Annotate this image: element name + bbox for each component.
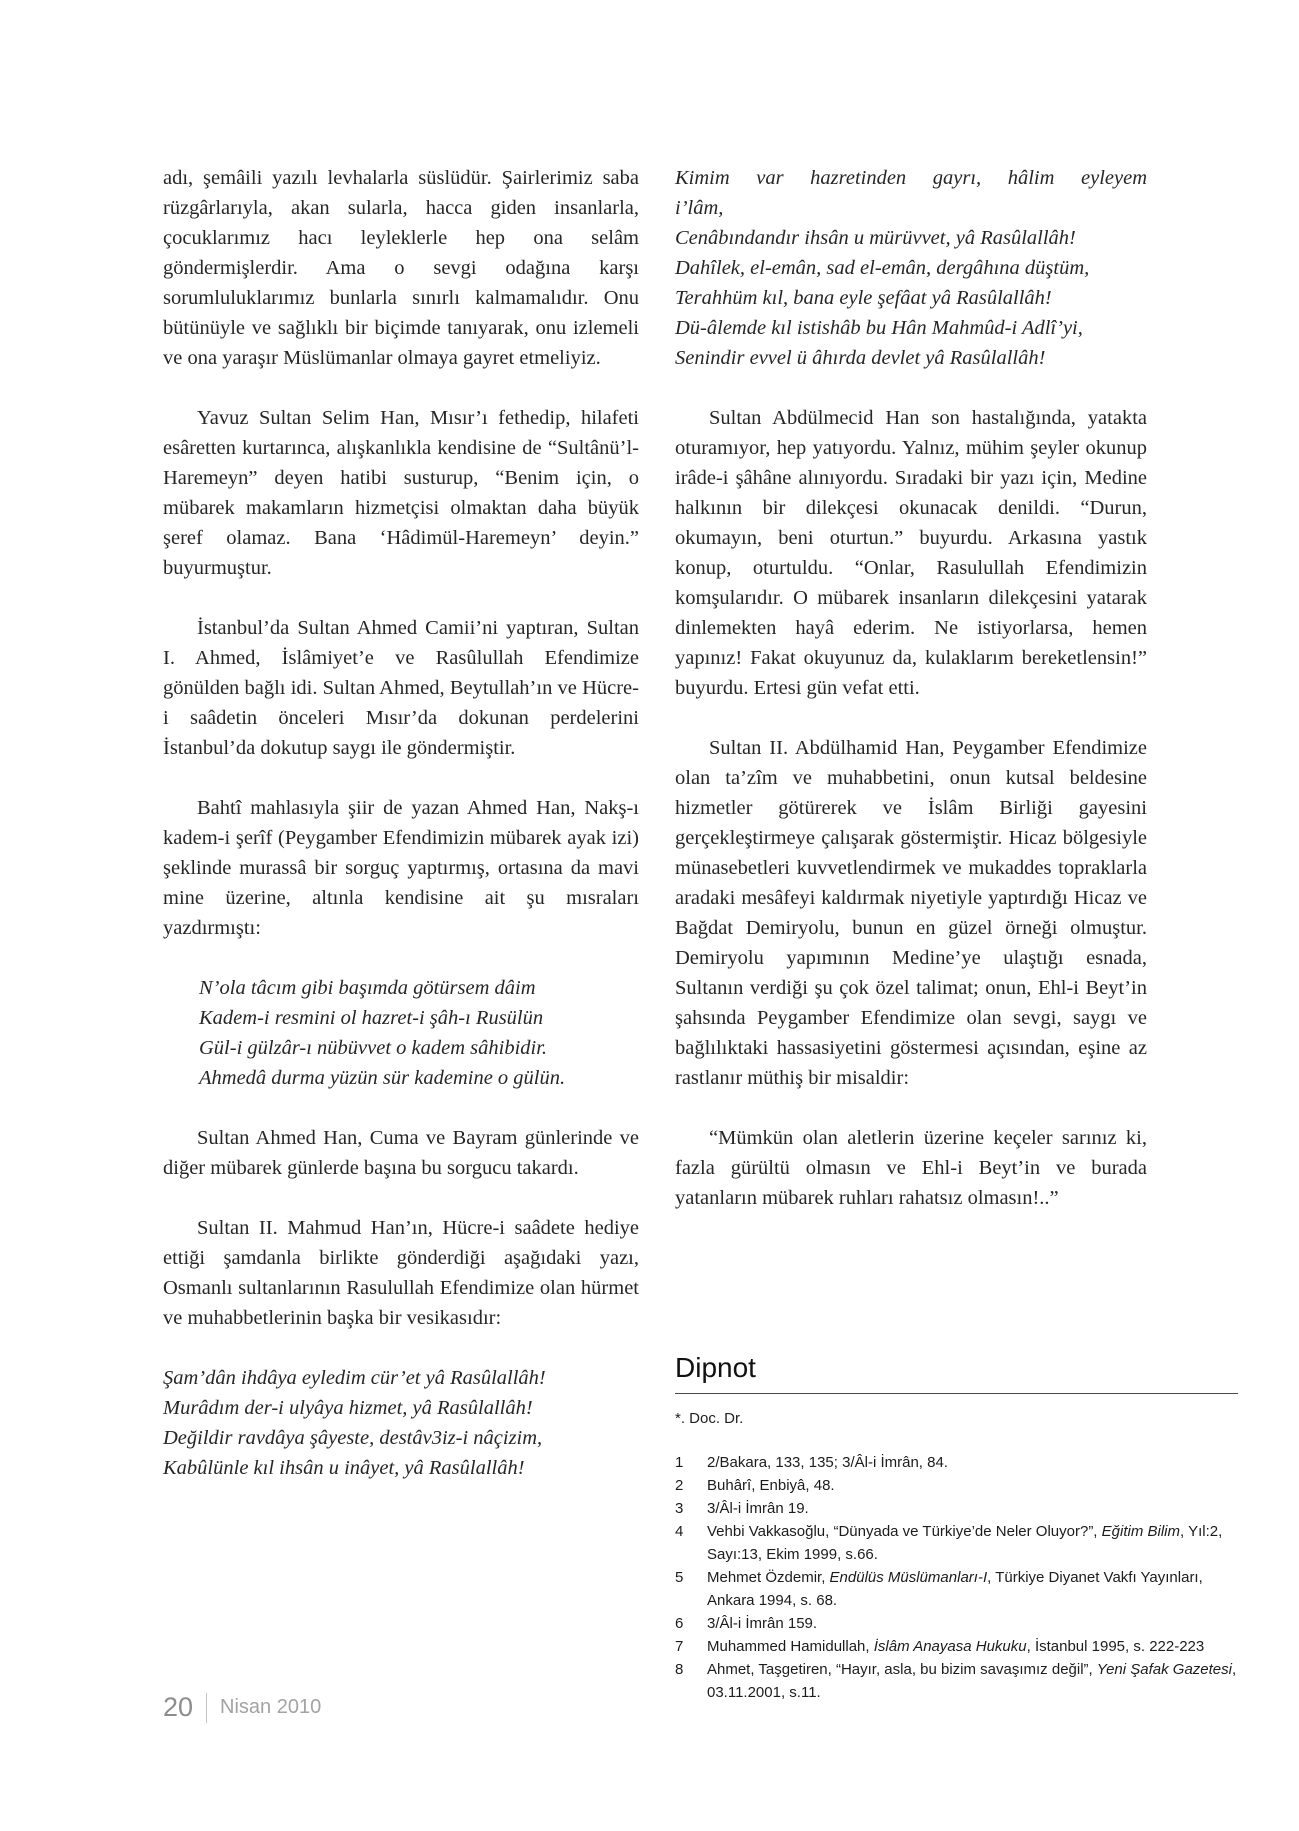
footnote-list [675,1451,1238,1704]
verse-line: Kabûlünle kıl ihsân u inâyet, yâ Rasûlallâh! [163,1457,525,1479]
page-number: 20 [163,1692,194,1722]
footnote-item [675,1566,1238,1612]
footnote-text: 2/Bakara, 133, 135; 3/Âl-i İmrân, 84. [707,1454,948,1471]
verse-line: Senindir evvel ü âhırda devlet yâ Rasûlallâh! [675,347,1046,369]
right-text-column [675,163,1147,1243]
footnote-item [675,1658,1238,1704]
verse [163,1363,639,1483]
footnote-item [675,1474,1238,1497]
footnote-item [675,1520,1238,1566]
footnote-text: 3/Âl-i İmrân 19. [707,1500,809,1517]
verse-line: i’lâm, [675,197,724,219]
verse-line: Dü-âlemde kıl istishâb bu Hân Mahmûd-i Adlî’yi, [675,317,1083,339]
verse-line: Murâdım der-i ulyâya hizmet, yâ Rasûlallâh! [163,1397,533,1419]
footnote-text: 3/Âl-i İmrân 159. [707,1615,818,1632]
footnote-number: 2 [675,1477,684,1494]
verse [163,973,639,1093]
verse-line: Kadem-i resmini ol hazret-i şâh-ı Rusülün [199,1007,544,1029]
verse-line: Değildir ravdâya şâyeste, destâv3iz-i nâçizim, [163,1427,543,1449]
footnote-text: Mehmet Özdemir, Endülüs Müslümanları-I, Türkiye Diyanet Vakfı Yayınları, Ankara 1994, s. 68. [707,1569,1203,1609]
footnote-item [675,1497,1238,1520]
footnote-text: Vehbi Vakkasoğlu, “Dünyada ve Türkiye’de Neler Oluyor?”, Eğitim Bilim, Yıl:2, Sayı:13, Ekim 1999, s.66. [707,1523,1223,1563]
footnote-text: Ahmet, Taşgetiren, “Hayır, asla, bu bizim savaşımız değil”, Yeni Şafak Gazetesi, 03.11.2001, s.11. [707,1661,1237,1701]
verse [675,163,1147,373]
verse-line: Şam’dân ihdâya eyledim cür’et yâ Rasûlallâh! [163,1367,546,1389]
paragraph: adı, şemâili yazılı levhalarla süslüdür. Şairlerimiz saba rüzgârlarıyla, akan sularla, hacca giden insanlarla, çocuklarımız hacı leyleklerle hep ona selâm göndermişlerdir. Ama o sevgi odağına karşı sorumluluklarımız bunlarla sınırlı kalmamalıdır. Onu bütünüyle ve sağlıklı bir biçimde tanıyarak, onu izlemeli ve ona yaraşır Müslümanlar olmaya gayret etmeliyiz. [163,167,639,369]
paragraph: Sultan Abdülmecid Han son hastalığında, yatakta oturamıyor, hep yatıyordu. Yalnız, mühim şeyler okunup irâde-i şâhâne alınıyordu. Sıradaki bir yazı için, Medine halkının bir dilekçesi okunacak denildi. “Durun, okumayın, beni oturtun.” buyurdu. Arkasına yastık konup, oturtuldu. “Onlar, Rasulullah Efendimizin komşularıdır. O mübarek insanların dilekçesini yatarak dinlemekten hayâ ederim. Ne istiyorlarsa, hemen yapınız! Fakat okuyunuz da, kulaklarım bereketlensin!” buyurdu. Ertesi gün vefat etti. [675,407,1147,699]
footnote-item [675,1612,1238,1635]
footnote-number: 5 [675,1569,684,1586]
footnote-text: Buhârî, Enbiyâ, 48. [707,1477,835,1494]
footnote-number: 3 [675,1500,684,1517]
footnote-number: 8 [675,1661,684,1678]
footnote-text: Muhammed Hamidullah, İslâm Anayasa Hukuku, İstanbul 1995, s. 222-223 [707,1638,1205,1655]
left-text-column [163,163,639,1513]
verse-line: Gül-i gülzâr-ı nübüvvet o kadem sâhibidir. [199,1037,548,1059]
footnotes-heading: Dipnot [675,1352,756,1383]
footnotes-divider [675,1393,1238,1394]
verse-line: Dahîlek, el-emân, sad el-emân, dergâhına düştüm, [675,257,1090,279]
paragraph: Bahtî mahlasıyla şiir de yazan Ahmed Han, Nakş-ı kadem-i şerîf (Peygamber Efendimizin mübarek ayak izi) şeklinde murassâ bir sorguç yaptırmış, ortasına da mavi mine üzerine, altınla kendisine ait şu mısraları yazdırmıştı: [163,797,639,939]
paragraph: Sultan II. Abdülhamid Han, Peygamber Efendimize olan ta’zîm ve muhabbetini, onun kutsal beldesine hizmetler götürerek ve İslâm Birliği gayesini gerçekleştirmeye çalışarak göstermiştir. Hicaz bölgesiyle münasebetleri kuvvetlendirmek ve mukaddes topraklarla aradaki mesâfeyi kaldırmak niyetiyle yaptırdığı Hicaz ve Bağdat Demiryolu, bunun en güzel örneği olmuştur. Demiryolu yapımının Medine’ye ulaştığı esnada, Sultanın verdiği şu çok özel talimat; onun, Ehl-i Beyt’in şahsında Peygamber Efendimize olan sevgi, saygı ve bağlılıktaki hassasiyetini göstermesi açısından, eşine az rastlanır müthiş bir misaldir: [675,737,1147,1089]
footnote-number: 6 [675,1615,684,1632]
footnote-number: 7 [675,1638,684,1655]
author-title-note: *. Doc. Dr. [675,1410,744,1427]
issue-date: Nisan 2010 [220,1696,322,1718]
verse-line: Kimim var hazretinden gayrı, hâlim eyleyem [675,167,1147,189]
footnote-item [675,1451,1238,1474]
footnote-number: 4 [675,1523,684,1540]
paragraph: “Mümkün olan aletlerin üzerine keçeler sarınız ki, fazla gürültü olmasın ve Ehl-i Beyt’in ve burada yatanların mübarek ruhları rahatsız olmasın!..” [675,1127,1147,1209]
footer-divider [206,1693,207,1723]
verse-line: N’ola tâcım gibi başımda götürsem dâim [199,977,536,999]
verse-line: Ahmedâ durma yüzün sür kademine o gülün. [199,1067,566,1089]
paragraph: Sultan Ahmed Han, Cuma ve Bayram günlerinde ve diğer mübarek günlerde başına bu sorgucu takardı. [163,1127,639,1179]
page-footer [163,1692,321,1723]
footnotes-section [675,1352,1238,1704]
verse-line: Terahhüm kıl, bana eyle şefâat yâ Rasûlallâh! [675,287,1052,309]
footnote-item [675,1635,1238,1658]
footnote-number: 1 [675,1454,684,1471]
verse-line: Cenâbındandır ihsân u mürüvvet, yâ Rasûlallâh! [675,227,1076,249]
paragraph: Sultan II. Mahmud Han’ın, Hücre-i saâdete hediye ettiği şamdanla birlikte gönderdiği aşağıdaki yazı, Osmanlı sultanlarının Rasulullah Efendimize olan hürmet ve muhabbetlerinin başka bir vesikasıdır: [163,1217,639,1329]
paragraph: Yavuz Sultan Selim Han, Mısır’ı fethedip, hilafeti esâretten kurtarınca, alışkanlıkla kendisine de “Sultânü’l-Haremeyn” deyen hatibi susturup, “Benim için, o mübarek makamların hizmetçisi olmaktan daha büyük şeref olamaz. Bana ‘Hâdimül-Haremeyn’ deyin.” buyurmuştur. [163,407,639,579]
paragraph: İstanbul’da Sultan Ahmed Camii’ni yaptıran, Sultan I. Ahmed, İslâmiyet’e ve Rasûlullah Efendimize gönülden bağlı idi. Sultan Ahmed, Beytullah’ın ve Hücre-i saâdetin önceleri Mısır’da dokunan perdelerini İstanbul’da dokutup saygı ile göndermiştir. [163,617,639,759]
